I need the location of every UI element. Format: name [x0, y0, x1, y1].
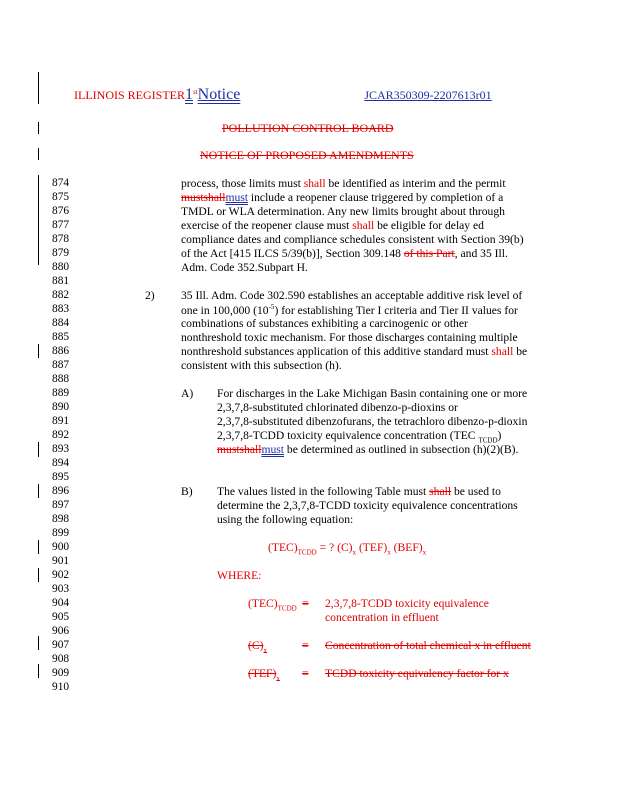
line-number: 899	[52, 527, 70, 539]
definition-term: $(TEC)_{TCDD}$ =	[248, 597, 309, 613]
text-line: Adm. Code 352.Subpart H.	[181, 261, 308, 274]
document-id: JCAR350309-2207613r01	[364, 88, 492, 102]
definition-equals: =	[302, 667, 309, 680]
line-number: 885	[52, 331, 70, 343]
line-number: 897	[52, 499, 70, 511]
text-line: compliance dates and compliance schedules consistent with Section 39(b)	[181, 233, 524, 246]
line-number: 907	[52, 639, 70, 651]
line-number: 894	[52, 457, 70, 469]
line-number: 874	[52, 177, 70, 189]
line-number: 887	[52, 359, 70, 371]
line-number: 906	[52, 625, 70, 637]
text-line: 2,3,7,8-substituted chlorinated dibenzo-p-dioxins or	[217, 401, 458, 414]
item-label: 2)	[145, 289, 155, 302]
line-number: 891	[52, 415, 70, 427]
change-bar	[38, 344, 39, 358]
definition-desc: concentration in effluent	[325, 611, 439, 624]
line-number: 892	[52, 429, 70, 441]
line-number: 902	[52, 569, 70, 581]
where-label: WHERE:	[217, 569, 262, 582]
change-bar	[38, 540, 39, 554]
page-number: 1	[185, 86, 193, 103]
notice-title: NOTICE OF PROPOSED AMENDMENTS	[200, 148, 414, 162]
page-number-suffix: st	[193, 88, 198, 96]
text-line: exercise of the reopener clause must shall be eligible for delay ed	[181, 219, 484, 232]
line-number: 882	[52, 289, 70, 301]
line-number: 880	[52, 261, 70, 273]
notice-label: Notice	[197, 86, 241, 103]
line-number: 904	[52, 597, 70, 609]
line-number: 883	[52, 303, 70, 315]
definition-term: $(TEF)_x$	[248, 667, 280, 683]
line-number: 893	[52, 443, 70, 455]
line-number: 908	[52, 653, 70, 665]
line-number: 898	[52, 513, 70, 525]
line-number: 879	[52, 247, 70, 259]
definition-desc: TCDD toxicity equivalency factor for x	[325, 667, 509, 680]
text-line: For discharges in the Lake Michigan Basin containing one or more	[217, 387, 528, 400]
change-bar	[38, 175, 39, 265]
register-title: ILLINOIS REGISTER	[74, 88, 185, 102]
line-number: 901	[52, 555, 70, 567]
line-number: 884	[52, 317, 70, 329]
line-number: 888	[52, 373, 70, 385]
change-bar	[38, 636, 39, 650]
definition-desc: 2,3,7,8-TCDD toxicity equivalence	[325, 597, 489, 610]
line-number: 905	[52, 611, 70, 623]
board-title: POLLUTION CONTROL BOARD	[222, 121, 394, 135]
line-number: 903	[52, 583, 70, 595]
text-line: of the Act [415 ILCS 5/39(b)], Section 309.148 of this Part, and 35 Ill.	[181, 247, 508, 260]
equation: $(TEC)_{TCDD}$ = ? $(C)_x$ $(TEF)_x$ $(BEF)_x$	[268, 541, 427, 557]
line-number: 878	[52, 233, 70, 245]
text-line: 2,3,7,8-substituted dibenzofurans, the tetrachloro dibenzo-p-dioxin	[217, 415, 528, 428]
text-line: consistent with this subsection (h).	[181, 359, 342, 372]
text-line: TMDL or WLA determination. Any new limits brought about through	[181, 205, 505, 218]
item-label: B)	[181, 485, 193, 498]
definition-equals: =	[302, 639, 309, 652]
line-number: 909	[52, 667, 70, 679]
change-bar	[38, 122, 39, 134]
text-line: The values listed in the following Table must shall be used to	[217, 485, 501, 498]
line-number: 900	[52, 541, 70, 553]
definition-desc: Concentration of total chemical x in effluent	[325, 639, 531, 652]
line-number: 896	[52, 485, 70, 497]
change-bar	[38, 664, 39, 678]
change-bar	[38, 148, 39, 160]
change-bar	[38, 72, 39, 104]
item-label: A)	[181, 387, 194, 400]
register-header	[74, 86, 492, 104]
text-line: 35 Ill. Adm. Code 302.590 establishes an acceptable additive risk level of	[181, 289, 523, 302]
text-line: mustshallmust include a reopener clause triggered by completion of a	[181, 191, 504, 204]
change-bar	[38, 442, 39, 457]
text-line: process, those limits must shall be identified as interim and the permit	[181, 177, 506, 190]
line-number: 881	[52, 275, 70, 287]
text-line: combinations of substances exhibiting a carcinogenic or other	[181, 317, 468, 330]
line-number: 910	[52, 681, 70, 693]
line-number: 895	[52, 471, 70, 483]
line-number: 875	[52, 191, 70, 203]
text-line: using the following equation:	[217, 513, 354, 526]
text-line: nonthreshold substances application of this additive standard must shall be	[181, 345, 528, 358]
text-line: determine the 2,3,7,8-TCDD toxicity equivalence concentrations	[217, 499, 518, 512]
text-line: 2,3,7,8-TCDD toxicity equivalence concentration (TEC $_{TCDD}$)	[217, 429, 502, 445]
line-number: 890	[52, 401, 70, 413]
line-number: 876	[52, 205, 70, 217]
change-bar	[38, 568, 39, 582]
change-bar	[38, 484, 39, 498]
line-number: 886	[52, 345, 70, 357]
line-number: 877	[52, 219, 70, 231]
line-number: 889	[52, 387, 70, 399]
text-line: nonthreshold toxic mechanism. For those discharges containing multiple	[181, 331, 518, 344]
text-line: mustshallmust be determined as outlined in subsection (h)(2)(B).	[217, 443, 519, 456]
definition-term: $(C)_x$	[248, 639, 267, 655]
text-line: one in 100,000 $(10^{-5})$ for establishing Tier I criteria and Tier II values for	[181, 303, 518, 317]
